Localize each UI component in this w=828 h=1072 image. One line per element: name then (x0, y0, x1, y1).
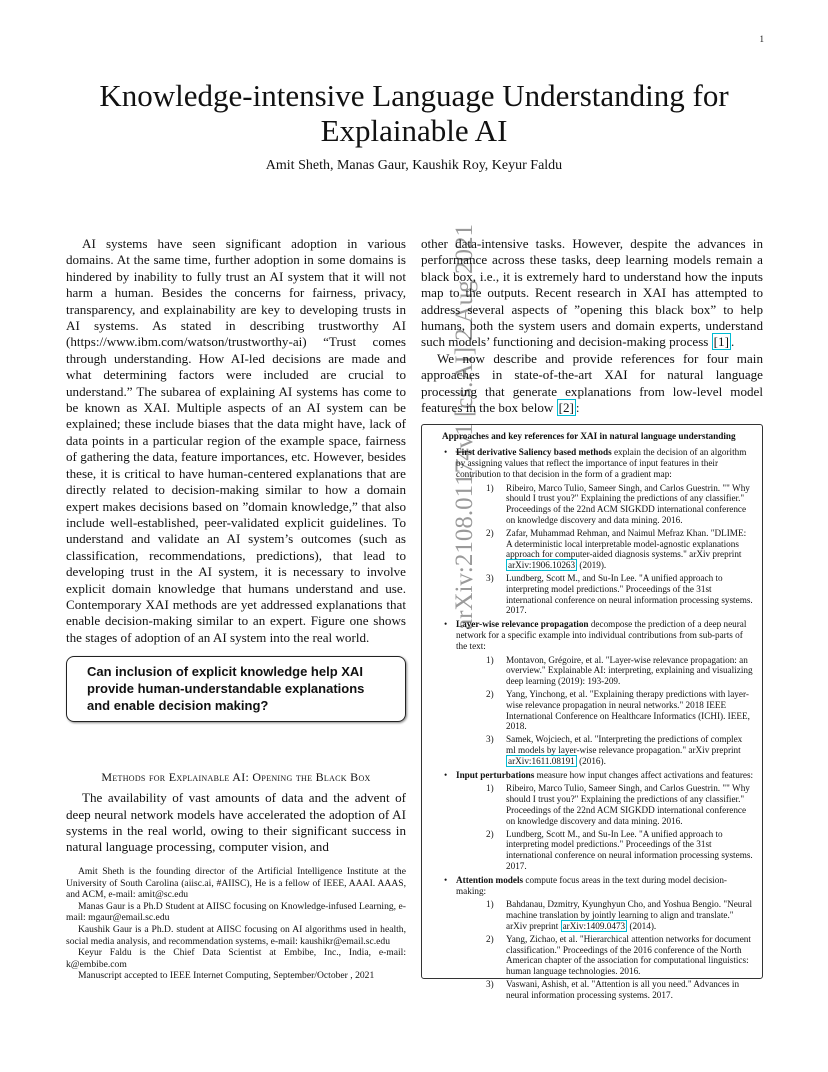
section-heading-text: Methods for Explainable AI: Opening the Black Box (101, 770, 371, 785)
reference-number: 2) (486, 689, 494, 699)
reference-year: (2019). (577, 560, 607, 571)
approach-description: explain the decision of an algorithm by assigning values that reflect the importance of input features in their contribution to that decision in the form of a gradient map: (456, 447, 747, 479)
approach-heading: Attention models (456, 874, 524, 885)
reference-item (486, 783, 754, 826)
reference-text: Yang, Zichao, et al. "Hierarchical attention networks for document classification." Proceedings of the 2016 conference of the North American chapter of the association for computational linguistics: human language technologies. 2016. (506, 933, 751, 977)
approach-item (444, 619, 754, 766)
reference-item (486, 655, 754, 687)
reference-item (486, 829, 754, 872)
footnote-faldu: Keyur Faldu is the Chief Data Scientist at Embibe, Inc., India, e-mail: k@embibe.com (66, 947, 406, 970)
reference-text: Samek, Wojciech, et al. "Interpreting the predictions of complex ml models by layer-wise relevance propagation." arXiv preprint (506, 734, 743, 755)
reference-item (486, 899, 754, 931)
reference-text: Bahdanau, Dzmitry, Kyunghyun Cho, and Yoshua Bengio. "Neural machine translation by jointly learning to align and translate." arXiv preprint (506, 899, 753, 931)
approach-description: measure how input changes affect activations and features: (534, 769, 754, 780)
reference-list (486, 483, 754, 617)
box-title: Approaches and key references for XAI in natural language understanding (442, 431, 736, 442)
reference-item (486, 979, 754, 1001)
approach-item (444, 875, 754, 1001)
reference-year: (2014). (627, 920, 657, 931)
footnotes (66, 866, 406, 982)
right-paragraph-2 (421, 351, 763, 417)
page-number: 1 (759, 34, 764, 44)
bullet-icon: • (444, 769, 448, 780)
reference-number: 3) (486, 573, 494, 584)
reference-list (486, 899, 754, 1000)
reference-item (486, 734, 754, 766)
arxiv-watermark-text: arXiv:2108.01174v1 [cs.AI] 2 Aug 2021 (451, 224, 478, 630)
bullet-icon: • (444, 447, 448, 458)
footnote-sheth: Amit Sheth is the founding director of the Artificial Intelligence Institute at the University of South Carolina (aiisc.ai, #AIISC), He is a fellow of IEEE, AAAI. AAAS, and ACM, e-mail: amit@sc.edu (66, 866, 406, 901)
paper-title: Knowledge-intensive Language Understanding for Explainable AI (99, 78, 729, 148)
research-question-callout: Can inclusion of explicit knowledge help XAI provide human-understandable explanations and enable decision making? (66, 656, 406, 722)
arxiv-link[interactable]: arXiv:1906.10263 (508, 560, 576, 571)
reference-item (486, 934, 754, 977)
reference-number: 2) (486, 933, 494, 944)
reference-text: Vaswani, Ashish, et al. "Attention is all you need." Advances in neural information processing systems. 2017. (506, 978, 740, 1000)
reference-number: 1) (486, 482, 494, 493)
reference-text: Lundberg, Scott M., and Su-In Lee. "A unified approach to interpreting model predictions." Proceedings of the 31st international conference on neural information processing systems. 2017. (506, 828, 753, 871)
reference-number: 1) (486, 654, 494, 665)
section-heading (66, 769, 406, 785)
reference-year: (2016). (576, 755, 606, 766)
citation-link-1[interactable]: [1] (713, 334, 729, 350)
reference-item (486, 689, 754, 732)
approach-item (444, 447, 754, 616)
footnote-roy: Kaushik Gaur is a Ph.D. student at AIISC focusing on AI algorithms used in health, social media analysis, and recommendation systems, e-mail: kaushikr@email.sc.edu (66, 923, 406, 947)
footnote-manuscript: Manuscript accepted to IEEE Internet Computing, September/October , 2021 (78, 970, 375, 982)
reference-text: Ribeiro, Marco Tulio, Sameer Singh, and Carlos Guestrin. "" Why should I trust you?" Explaining the predictions of any classifier." Proceedings of the 22nd ACM SIGKDD international conference on knowledge discovery and data mining. 2016. (506, 482, 750, 526)
approach-heading: Input perturbations (456, 769, 535, 780)
reference-list (486, 783, 754, 871)
arxiv-link[interactable]: arXiv:1409.0473 (562, 920, 626, 931)
reference-item (486, 528, 754, 571)
reference-number: 2) (486, 828, 494, 839)
reference-text: Yang, Yinchong, et al. "Explaining therapy predictions with layer-wise relevance propagation in neural networks." 2018 IEEE International Conference on Healthcare Informatics (ICHI). IEEE, 2018. (506, 689, 750, 732)
arxiv-link[interactable]: arXiv:1611.08191 (508, 755, 575, 766)
reference-number: 3) (486, 734, 494, 745)
xai-approaches-box (421, 424, 763, 1000)
reference-text: Montavon, Grégoire, et al. "Layer-wise relevance propagation: an overview." Explainable AI: interpreting, explaining and visualizing deep learning (2019): 193-209. (506, 654, 753, 687)
reference-text: Lundberg, Scott M., and Su-In Lee. "A unified approach to interpreting model predictions." Proceedings of the 31st international conference on neural information processing systems. 2017. (506, 573, 753, 616)
right-paragraph-1-end: . (730, 334, 735, 350)
right-paragraph-1 (421, 236, 763, 351)
reference-item (486, 573, 754, 616)
approach-heading: Layer-wise relevance propagation (456, 619, 589, 630)
right-column (421, 236, 763, 1000)
methods-paragraph: The availability of vast amounts of data and the advent of deep neural network models have accelerated the adoption of AI systems in the real world, owing to their significant success in natural language processing, computer vision, and (66, 790, 406, 855)
reference-item (486, 483, 754, 526)
reference-number: 3) (486, 978, 494, 989)
reference-number: 1) (486, 899, 494, 910)
approach-item (444, 770, 754, 872)
right-paragraph-2-end: : (575, 400, 580, 416)
reference-text: Zafar, Muhammad Rehman, and Naimul Mefraz Khan. "DLIME: A deterministic local interpretable model-agnostic explanations approach for computer-aided diagnosis systems." arXiv preprint (506, 527, 747, 560)
right-paragraph-1-text: other data-intensive tasks. However, despite the advances in performance across these tasks, deep learning models remain a black box, i.e., it is extremely hard to understand how the inputs map to the outputs. Recent research in XAI has attempted to address several aspects of ”opening this black box” to help humans, both the system users and domain experts, understand such models’ functioning and decision-making process (421, 236, 763, 350)
bullet-icon: • (444, 619, 448, 630)
reference-number: 2) (486, 527, 494, 538)
reference-list (486, 655, 754, 767)
approach-heading: First derivative Saliency based methods (456, 447, 612, 458)
intro-paragraph: AI systems have seen significant adoption in various domains. At the same time, further adoption in some domains is hindered by inability to fully trust an AI system that it will not harm a human. Besides the concerns for fairness, privacy, transparency, and explainability are key to developing trusts in AI systems. As stated in describing trustworthy AI (https://www.ibm.com/watson/trustworthy-ai) “Trust comes through understanding. How AI-led decisions are made and what determining factors were included are crucial to understand.” The subarea of explaining AI systems has come to be known as XAI. Multiple aspects of an AI system can be explained; these include biases that the data might have, lack of data points in a particular region of the example space, fairness of gathering the data, feature importances, etc. However, besides these, it is critical to have human-centered explanations that are directly related to decision-making similar to how a domain expert makes decisions based on ”domain knowledge,” that also include well-established, peer-validated explicit guidelines. To understand and validate an AI system’s outcomes (such as classification, recommendations, predictions), that lead to developing trust in the AI system, it is necessary to involve explicit domain knowledge that humans understand and use. Contemporary XAI methods are yet addressed explanations that enable decision-making similar to an expert. Figure one shows the stages of adoption of an AI system into the real world. (66, 236, 406, 645)
reference-text: Ribeiro, Marco Tulio, Sameer Singh, and Carlos Guestrin. "" Why should I trust you?" Explaining the predictions of any classifier." Proceedings of the 22nd ACM SIGKDD international conference on knowledge discovery and data mining. 2016. (506, 783, 750, 826)
left-column (66, 236, 406, 856)
box-sections (430, 447, 754, 1000)
footnote-gaur: Manas Gaur is a Ph.D Student at AIISC focusing on Knowledge-infused Learning, e-mail: mgaur@email.sc.edu (66, 900, 406, 924)
approach-description: compute focus areas in the text during model decision-making: (456, 874, 727, 896)
author-list: Amit Sheth, Manas Gaur, Kaushik Roy, Keyur Faldu (265, 158, 563, 173)
approach-description: decompose the prediction of a deep neural network for a specific example into individual contributions from sub-parts of the text: (456, 619, 747, 651)
bullet-icon: • (444, 874, 448, 885)
right-paragraph-2-text: We now describe and provide references for four main approaches in state-of-the-art XAI for natural language processing that generate explanations from low-level model features in the box below (421, 350, 763, 416)
citation-link-2[interactable]: [2] (558, 400, 574, 416)
reference-number: 1) (486, 783, 494, 794)
